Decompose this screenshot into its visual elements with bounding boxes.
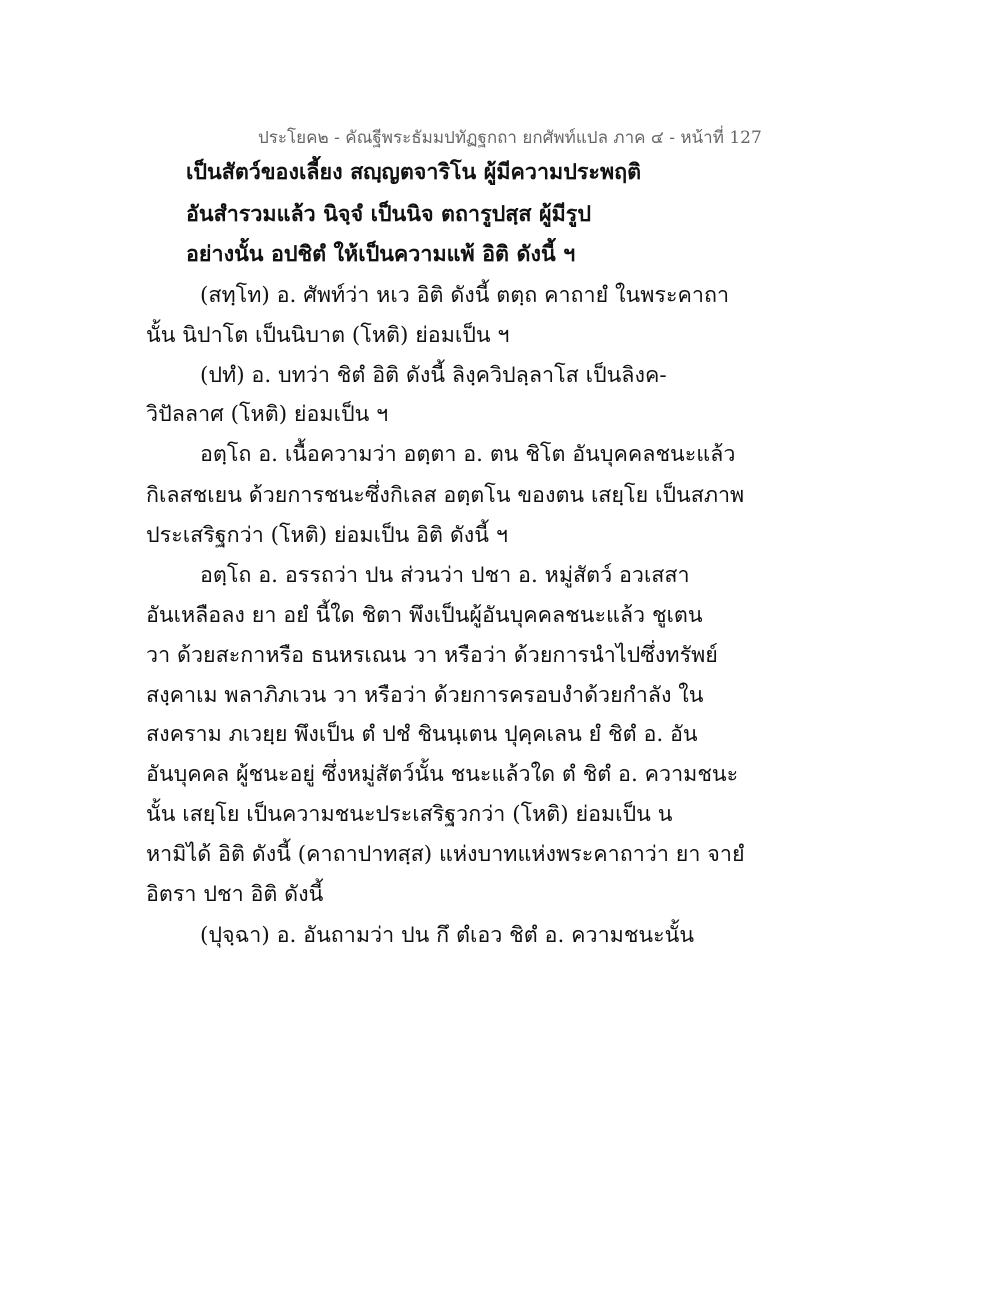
text-line: (ปุจฺฉา) อ. อันถามว่า ปน กึ ตํเอว ชิตํ อ. ความชนะนั้น — [200, 923, 695, 948]
text-line: อตฺโถ อ. เนื้อความว่า อตฺตา อ. ตน ชิโต อันบุคคลชนะแล้ว — [200, 442, 736, 467]
text-line: อันสำรวมแล้ว นิจฺจํ เป็นนิจ ตถารูปสฺส ผู้มีรูป — [186, 202, 591, 227]
text-line: วิปัลลาศ (โหติ) ย่อมเป็น ฯ — [146, 402, 389, 427]
page-header: ประโยค๒ - คัณฐีพระธัมมปทัฏฐกถา ยกศัพท์แปล ภาค ๔ - หน้าที่ 127 — [258, 128, 762, 148]
text-line: อันบุคคล ผู้ชนะอยู่ ซึ่งหมู่สัตว์นั้น ชนะแล้วใด ตํ ชิตํ อ. ความชนะ — [146, 762, 739, 787]
text-line: (สทฺโท) อ. ศัพท์ว่า หเว อิติ ดังนี้ ตตฺถ คาถายํ ในพระคาถา — [200, 283, 730, 308]
text-line: นั้น เสยฺโย เป็นความชนะประเสริฐวกว่า (โหติ) ย่อมเป็น น — [146, 802, 673, 827]
text-line: (ปทํ) อ. บทว่า ชิตํ อิติ ดังนี้ ลิงฺควิปลฺลาโส เป็นลิงค- — [200, 363, 667, 388]
text-line: วา ด้วยสะกาหรือ ธนหรเณน วา หรือว่า ด้วยการนำไปซึ่งทรัพย์ — [146, 643, 718, 668]
text-line: เป็นสัตว์ของเลี้ยง สญฺญตจาริโน ผู้มีความประพฤติ — [186, 160, 642, 185]
text-line: สงฺคาเม พลาภิภเวน วา หรือว่า ด้วยการครอบงำด้วยกำลัง ใน — [146, 683, 704, 708]
text-line: ประเสริฐกว่า (โหติ) ย่อมเป็น อิติ ดังนี้ ฯ — [146, 523, 508, 548]
text-line: สงคราม ภเวยฺย พึงเป็น ตํ ปชํ ชินนฺเตน ปุคฺคเลน ยํ ชิตํ อ. อัน — [146, 722, 698, 747]
text-line: อย่างนั้น อปชิตํ ให้เป็นความแพ้ อิติ ดังนี้ ฯ — [186, 242, 576, 267]
text-line: อันเหลือลง ยา อยํ นี้ใด ชิตา พึงเป็นผู้อันบุคคลชนะแล้ว ชูเตน — [146, 603, 703, 628]
text-line: กิเลสชเยน ด้วยการชนะซึ่งกิเลส อตฺตโน ของตน เสยฺโย เป็นสภาพ — [146, 483, 745, 508]
text-line: อิตรา ปชา อิติ ดังนี้ — [146, 882, 324, 907]
text-line: อตฺโถ อ. อรรถว่า ปน ส่วนว่า ปชา อ. หมู่สัตว์ อวเสสา — [200, 563, 690, 588]
text-line: นั้น นิปาโต เป็นนิบาต (โหติ) ย่อมเป็น ฯ — [146, 323, 510, 348]
text-line: หามิได้ อิติ ดังนี้ (คาถาปาทสฺส) แห่งบาทแห่งพระคาถาว่า ยา จายํ — [146, 842, 745, 867]
